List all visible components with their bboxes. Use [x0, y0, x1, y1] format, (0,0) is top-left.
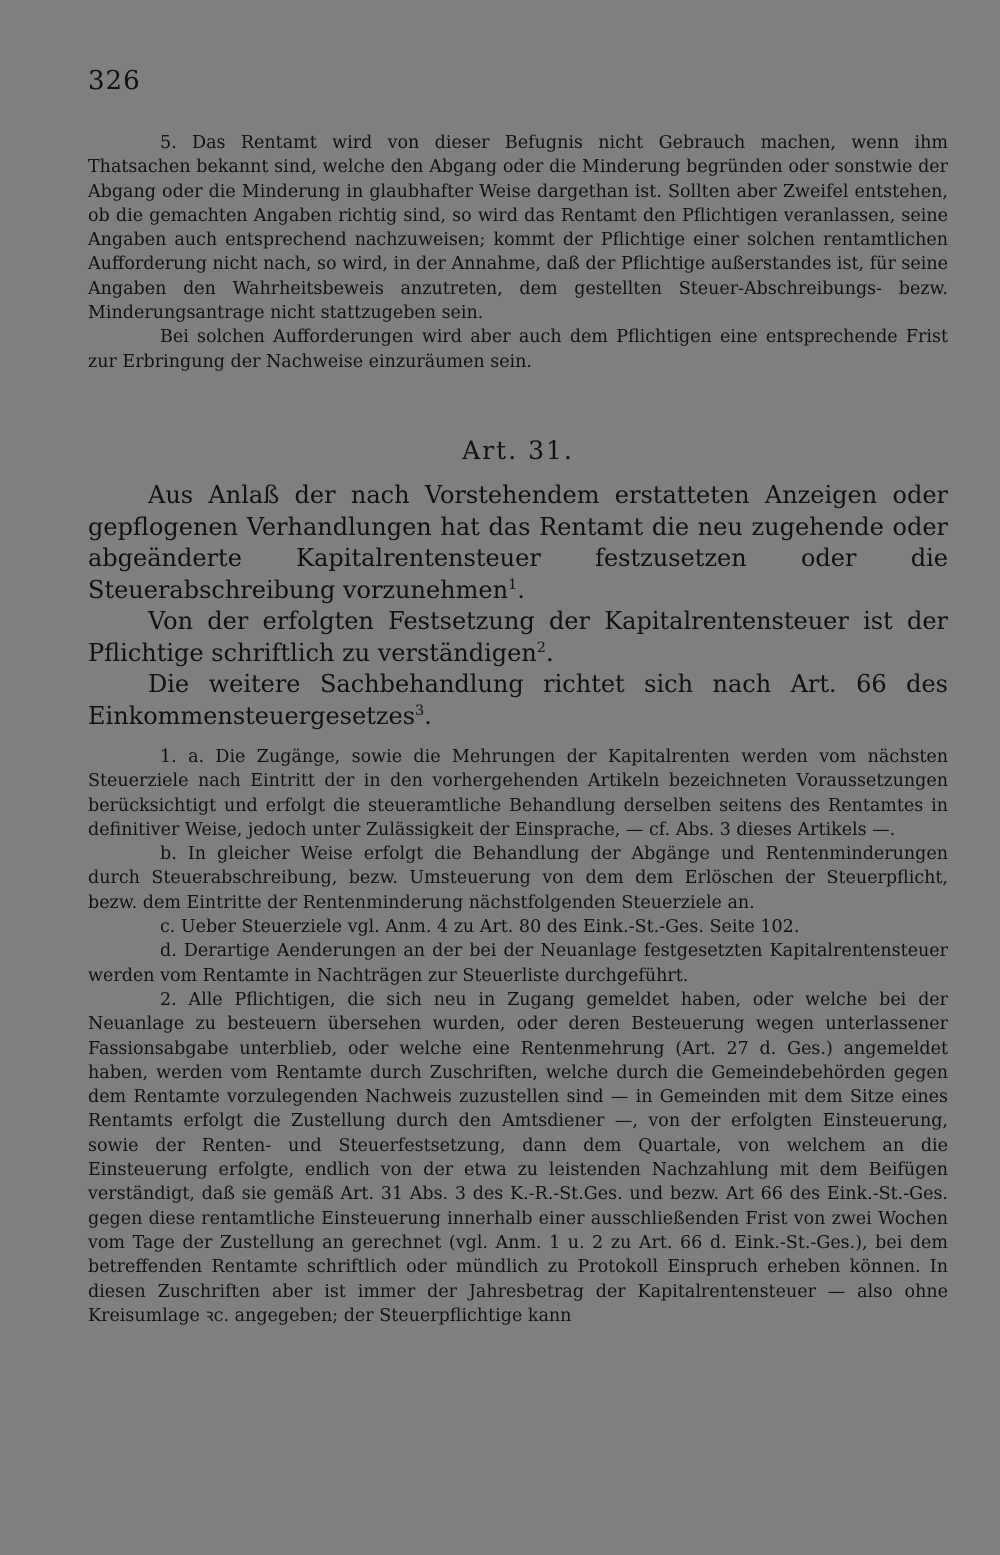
- note-1b: b. In gleicher Weise erfolgt die Behandlung der Abgänge und Rentenminderungen durch Steuerabschreibung, bezw. Umsteuerung von dem dem Erlöschen der Steuerpflicht, bezw. dem Eintritte der Rentenminderung nächstfolgenden Steuerziele an.: [88, 844, 948, 913]
- article-31-text: [88, 480, 948, 732]
- note-1a: 1. a. Die Zugänge, sowie die Mehrungen der Kapitalrenten werden vom nächsten Steuerziele nach Eintritt der in den vorhergehenden Artikeln bezeichneten Voraussetzungen berücksichtigt und erfolgt die steueramtliche Behandlung derselben seitens des Rentamtes in definitiver Weise, jedoch unter Zulässigkeit der Einsprache, — cf. Abs. 3 dieses Artikels —.: [88, 747, 948, 840]
- paragraph-5-main: 5. Das Rentamt wird von dieser Befugnis nicht Gebrauch machen, wenn ihm Thatsachen bekannt sind, welche den Abgang oder die Minderung begründen oder sonstwie der Abgang oder die Minderung in glaubhafter Weise dargethan ist. Sollten aber Zweifel entstehen, ob die gemachten Angaben richtig sind, so wird das Rentamt den Pflichtigen veranlassen, seine Angaben auch entsprechend nachzuweisen; kommt der Pflichtige einer solchen rentamtlichen Aufforderung nicht nach, so wird, in der Annahme, daß der Pflichtige außerstandes ist, für seine Angaben den Wahrheitsbeweis anzutreten, dem gestellten Steuer-Abschreibungs- bezw. Minderungsantrage nicht stattzugeben sein.: [88, 133, 948, 324]
- notes-section: [88, 745, 948, 1328]
- footnote-ref-1: 1: [508, 576, 518, 593]
- note-1d: d. Derartige Aenderungen an der bei der Neuanlage festgesetzten Kapitalrentensteuer werden vom Rentamte in Nachträgen zur Steuerliste durchgeführt.: [88, 941, 948, 986]
- paragraph-5-followup: Bei solchen Aufforderungen wird aber auch dem Pflichtigen eine entsprechende Frist zur Erbringung der Nachweise einzuräumen sein.: [88, 327, 948, 372]
- article-paragraph-3: Die weitere Sachbehandlung richtet sich nach Art. 66 des Einkommensteuergesetzes$^3$.: [88, 670, 948, 730]
- note-1c: c. Ueber Steuerziele vgl. Anm. 4 zu Art. 80 des Eink.-St.-Ges. Seite 102.: [160, 917, 800, 938]
- page-number: 326: [88, 66, 141, 96]
- note-2: 2. Alle Pflichtigen, die sich neu in Zugang gemeldet haben, oder welche bei der Neuanlage zu besteuern übersehen wurden, oder deren Besteuerung wegen unterlassener Fassionsabgabe unterblieb, oder welche eine Rentenmehrung (Art. 27 d. Ges.) angemeldet haben, werden vom Rentamte durch Zuschriften, welche durch die Gemeindebehörden gegen dem Rentamte vorzulegenden Nachweis zuzustellen sind — in Gemeinden mit dem Sitze eines Rentamts erfolgt die Zustellung durch den Amtsdiener —, von der erfolgten Einsteuerung, sowie der Renten- und Steuerfestsetzung, dann dem Quartale, von welchem an die Einsteuerung erfolgte, endlich von der etwa zu leistenden Nachzahlung mit dem Beifügen verständigt, daß sie gemäß Art. 31 Abs. 3 des K.-R.-St.Ges. und bezw. Art 66 des Eink.-St.-Ges. gegen diese rentamtliche Einsteuerung innerhalb einer ausschließenden Frist von zwei Wochen vom Tage der Zustellung an gerechnet (vgl. Anm. 1 u. 2 zu Art. 66 d. Eink.-St.-Ges.), bei dem betreffenden Rentamte schriftlich oder mündlich zu Protokoll Einspruch erheben können. In diesen Zuschriften aber ist immer der Jahresbetrag der Kapitalrentensteuer — also ohne Kreisumlage ꝛc. angegeben; der Steuerpflichtige kann: [88, 989, 948, 1326]
- article-heading: Art. 31.: [462, 436, 574, 465]
- footnote-ref-3: 3: [415, 702, 425, 719]
- article-paragraph-2: Von der erfolgten Festsetzung der Kapitalrentensteuer ist der Pflichtige schriftlich zu verständigen$^2$.: [88, 607, 948, 667]
- article-paragraph-1: Aus Anlaß der nach Vorstehendem erstatteten Anzeigen oder gepflogenen Verhandlungen hat das Rentamt die neu zugehende oder abgeänderte Kapitalrentensteuer festzusetzen oder die Steuerabschreibung vorzunehmen$^1$.: [88, 481, 948, 604]
- section-5-text: [88, 131, 948, 374]
- footnote-ref-2: 2: [536, 639, 546, 656]
